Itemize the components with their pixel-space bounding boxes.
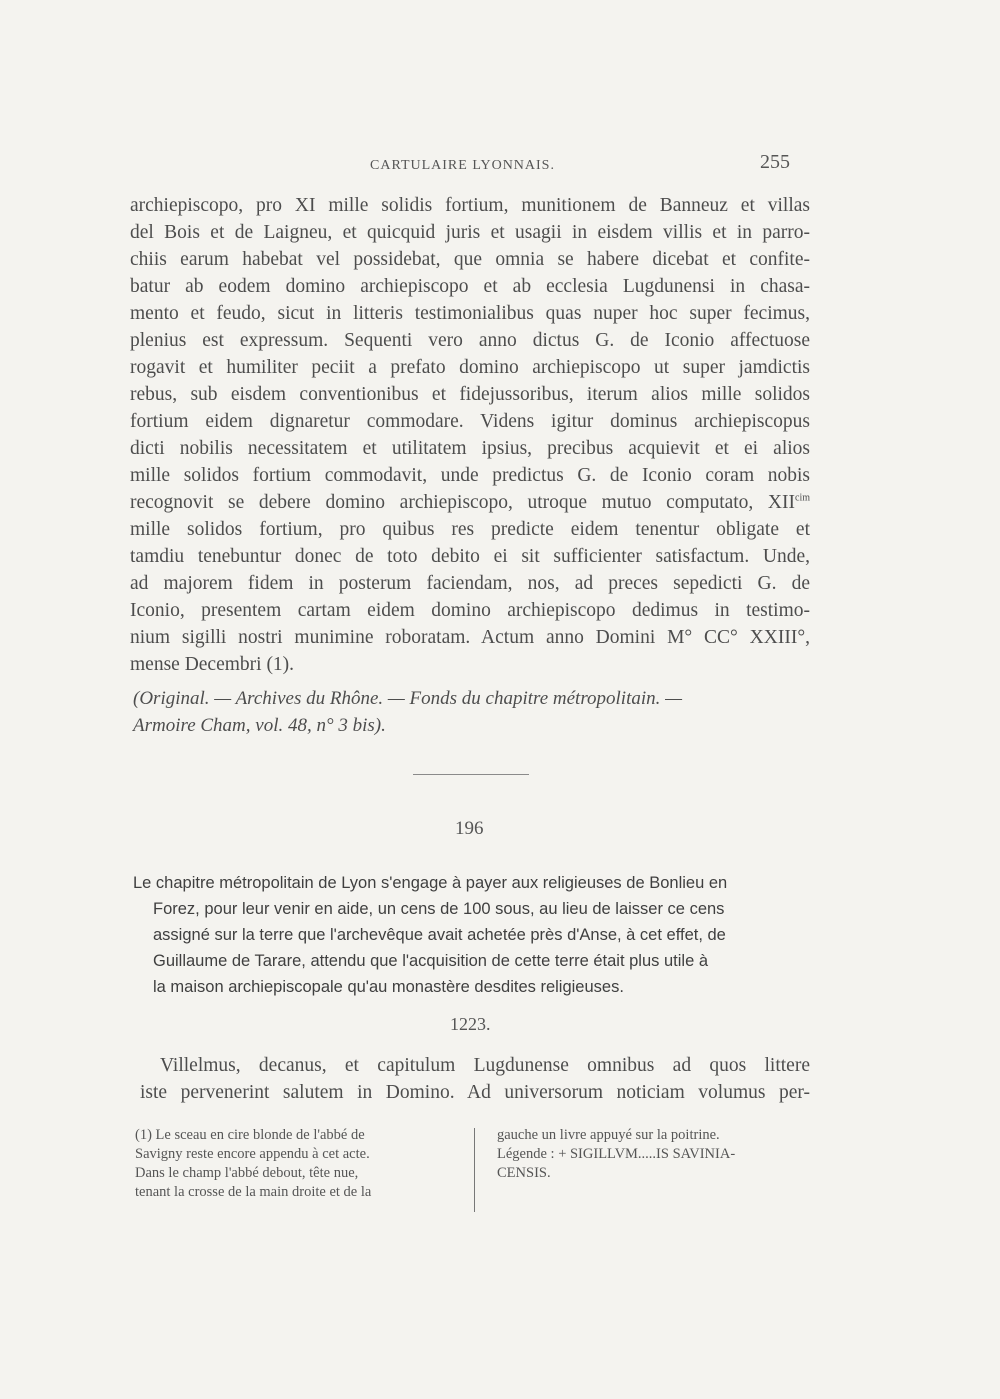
body-line: mille solidos fortium commodavit, unde predictus G. de Iconio coram nobis (130, 465, 810, 486)
footnote-line: (1) Le sceau en cire blonde de l'abbé de (135, 1127, 365, 1143)
footnote-line: Légende : + SIGILLVM.....IS SAVINIA- (497, 1146, 736, 1162)
summary-line: assigné sur la terre que l'archevêque avait achetée près d'Anse, à cet effet, de (153, 926, 726, 944)
body-line: archiepiscopo, pro XI mille solidis fortium, munitionem de Banneuz et villas (130, 195, 810, 216)
body-line: chiis earum habebat vel possidebat, que omnia se habere dicebat et confite- (130, 249, 810, 270)
body-line: ad majorem fidem in posterum faciendam, nos, ad preces sepedicti G. de (130, 573, 810, 594)
footnote-line: gauche un livre appuyé sur la poitrine. (497, 1127, 720, 1143)
charter-line: Villelmus, decanus, et capitulum Lugdunense omnibus ad quos littere (160, 1055, 810, 1076)
body-line: rebus, sub eisdem conventionibus et fidejussoribus, iterum alios mille solidos (130, 384, 810, 405)
footnote-left-column (135, 1126, 455, 1202)
superscript: cim (795, 492, 810, 504)
footnote-right-column (497, 1126, 817, 1183)
body-line: rogavit et humiliter peciit a prefato domino archiepiscopo ut super jamdictis (130, 357, 810, 378)
body-line: nium sigilli nostri munimine roboratam. Actum anno Domini M° CC° XXIII°, (130, 627, 810, 648)
summary-line: la maison archiepiscopale qu'au monastère desdites religieuses. (153, 978, 624, 996)
footnote-line: Savigny reste encore appendu à cet acte. (135, 1146, 370, 1162)
running-head: CARTULAIRE LYONNAIS. (370, 158, 555, 173)
summary-line: Guillaume de Tarare, attendu que l'acquisition de cette terre était plus utile à (153, 952, 709, 970)
document-number: 196 (455, 818, 484, 839)
summary-line: Le chapitre métropolitain de Lyon s'engage à payer aux religieuses de Bonlieu en (133, 874, 728, 892)
body-line-text: recognovit se debere domino archiepiscopo, utroque mutuo computato, XII (130, 492, 795, 513)
page-number: 255 (760, 151, 790, 173)
source-citation: Armoire Cham, vol. 48, n° 3 bis). (133, 715, 386, 736)
footnote-column-divider (474, 1128, 475, 1212)
footnote-line: CENSIS. (497, 1165, 551, 1181)
body-line: dicti nobilis necessitatem et utilitatem ipsius, precibus acquievit et ei alios (130, 438, 810, 459)
body-line: tamdiu tenebuntur donec de toto debito ei sit sufficienter satisfactum. Unde, (130, 546, 810, 567)
body-line: mille solidos fortium, pro quibus res predicte eidem tenentur obligate et (130, 519, 810, 540)
summary-line: Forez, pour leur venir en aide, un cens de 100 sous, au lieu de laisser ce cens (153, 900, 725, 918)
body-line-with-superscript (130, 489, 810, 516)
footnote-line: Dans le champ l'abbé debout, tête nue, (135, 1165, 359, 1181)
body-line: mense Decembri (1). (130, 654, 295, 675)
body-line: batur ab eodem domino archiepiscopo et ab ecclesia Lugdunensi in chasa- (130, 276, 810, 297)
section-divider (413, 774, 529, 775)
source-citation: (Original. — Archives du Rhône. — Fonds du chapitre métropolitain. — (133, 688, 683, 709)
document-date: 1223. (450, 1014, 491, 1034)
footnote-line: tenant la crosse de la main droite et de la (135, 1184, 372, 1200)
charter-line: iste pervenerint salutem in Domino. Ad universorum noticiam volumus per- (140, 1082, 810, 1103)
body-line: Iconio, presentem cartam eidem domino archiepiscopo dedimus in testimo- (130, 600, 810, 621)
body-line: mento et feudo, sicut in litteris testimonialibus quas nuper hoc super fecimus, (130, 303, 810, 324)
body-line: del Bois et de Laigneu, et quicquid juris et usagii in eisdem villis et in parro- (130, 222, 810, 243)
body-line: plenius est expressum. Sequenti vero anno dictus G. de Iconio affectuose (130, 330, 810, 351)
body-line: fortium eidem dignaretur commodare. Videns igitur dominus archiepiscopus (130, 411, 810, 432)
